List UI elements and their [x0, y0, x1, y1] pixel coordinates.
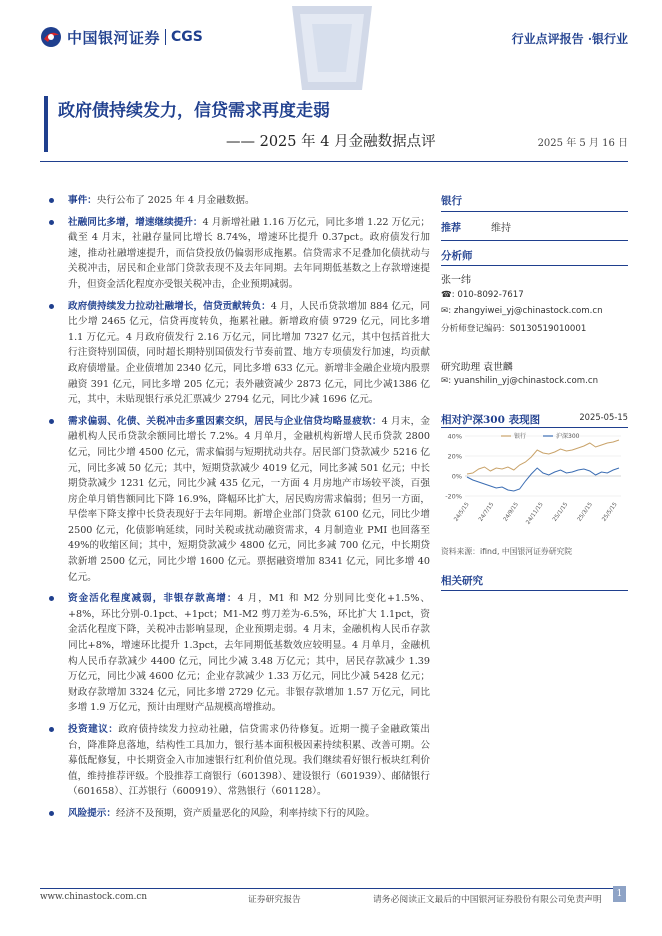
series-line-bank	[467, 440, 619, 474]
title-divider	[40, 161, 628, 162]
x-tick-label: 25/5/15	[601, 501, 619, 523]
chart-source: 资料来源：ifind, 中国银河证券研究院	[441, 547, 573, 556]
chart-title: 相对沪深300 表现图	[441, 414, 541, 426]
body-paragraph-deposits: 资金活化程度减弱，非银存款高增：4 月，M1 和 M2 分别同比变化+1.5%、+8%，环比分别-0.1pct、+1pct；M1-M2 剪刀差为-6.5%，环比扩大 1.1pct，资金活化程度下降，关税冲击影响显现，企业预期走弱。4 月末，金融机构人民币存款同比+8%，增速环比提升 1.3pct，去年同期低基数效应较明显。4 月单月，金融机构人民币存款减少 4400 亿元，同比少减 3.48 万亿元；其中，居民存款减少 1.39 万亿元，同比少减 4600 亿元；企业存款减少 1.33 万亿元，同比少减 5428 亿元；财政存款增加 3324 亿元，同比多增 2729 亿元。非银存款增加 1.57 万亿元，同比多增 1.9 万亿元，预计由理财产品规模高增推动。	[46, 591, 430, 716]
report-title: 政府债持续发力，信贷需求再度走弱	[58, 101, 330, 121]
logo-divider	[165, 29, 166, 45]
footer-website[interactable]: www.chinastock.com.cn	[40, 892, 148, 902]
report-body	[46, 193, 430, 828]
footer-disclaimer: 请务必阅读正文最后的中国银河证券股份有限公司免责声明	[373, 895, 602, 905]
y-tick-label: 0%	[451, 472, 462, 481]
logo-text-cn: 中国银河证券	[67, 28, 161, 47]
analyst-name: 张一纬	[441, 275, 471, 286]
body-paragraph-government-bonds: 政府债持续发力拉动社融增长，信贷贡献转负：4 月，人民币贷款增加 884 亿元，同比少增 2465 亿元，信贷再度转负，拖累社融。新增政府债 9729 亿元，同比多增 1.1 万亿元。4 月政府债发行 2.16 万亿元，同比增加 7327 亿元，其中包括首批大行注资特别国债，同时超长期特别国债发行节奏前置、地方专项债发行加速，均贡献政府债增量。企业债增加 2340 亿元，同比多增 633 亿元。新增非金融企业境内股票融资 391 亿元，同比多增 205 亿元；表外融资减少 2873 亿元，同比少减1386 亿元，其中，未贴现银行承兑汇票减少 2794 亿元，同比少减 1696 亿元。	[46, 299, 430, 408]
sidebar-industry: 银行	[441, 195, 462, 207]
sidebar-divider	[441, 590, 628, 591]
legend-label: 银行	[514, 433, 527, 440]
watermark-emblem-icon	[290, 2, 374, 92]
bullet-icon	[49, 727, 54, 732]
company-logo	[40, 24, 203, 50]
relative-performance-chart	[441, 430, 628, 540]
logo-emblem-icon	[40, 26, 62, 48]
sidebar-divider	[441, 265, 628, 266]
body-paragraph-social-financing: 社融同比多增，增速继续提升：4 月新增社融 1.16 万亿元，同比多增 1.22 万亿元；截至 4 月末，社融存量同比增长 8.74%，增速环比提升 0.37pct。政府债发行加速，推动社融增速提升，而信贷投放仍偏弱形成拖累。信贷需求不足叠加化债扰动与关税冲击，居民和企业部门贷款表现不及去年同期。去年同期低基数之上存款增速提升，但资金活化程度亦受银关税冲击，企业预期减弱。	[46, 215, 430, 293]
y-tick-label: 20%	[447, 452, 462, 461]
bullet-icon	[49, 419, 54, 424]
body-paragraph-credit-demand: 需求偏弱、化债、关税冲击多重因素交织，居民与企业信贷均略显疲软：4 月末，金融机构人民币贷款余额同比增长 7.2%。4 月单月，金融机构新增人民币贷款 2800 亿元，同比少增 4500 亿元，需求偏弱与短期扰动共存。居民部门贷款减少 5216 亿元，同比多减 50 亿元；其中，短期贷款减少 4019 亿元，同比多减 501 亿元；中长期贷款减少 1231 亿元，同比少减 435 亿元，一方面 4 月房地产市场较平淡，百强房企单月销售额同比下降 16.9%，降幅环比扩大，居民购房需求偏弱；但另一方面，早偿率下降支撑中长贷表现好于去年同期。新增企业部门贷款 6100 亿元，同比少增 2500 亿元，化债影响延续，同时关税或扰动融资需求，4 月制造业 PMI 也回落至 49%的收缩区间；其中，短期贷款减少 4800 亿元，同比多减 700 亿元，中长期贷款新增 2500 亿元，同比少增 1600 亿元。票据融资增加 8341 亿元，同比多增 40 亿元。	[46, 414, 430, 586]
chart-date: 2025-05-15	[579, 412, 628, 422]
bullet-icon	[49, 596, 54, 601]
x-tick-label: 24/7/15	[478, 501, 496, 523]
rating-label: 推荐	[441, 223, 461, 234]
bullet-icon	[49, 220, 54, 225]
rating-value: 维持	[491, 223, 511, 234]
sidebar-divider	[441, 240, 628, 241]
sidebar-divider	[441, 211, 628, 212]
footer-center: 证券研究报告	[248, 895, 301, 905]
analyst-phone: ☎: 010-8092-7617	[441, 290, 524, 300]
bullet-icon	[49, 198, 54, 203]
x-tick-label: 25/1/15	[552, 501, 570, 523]
logo-text-en: CGS	[171, 29, 203, 45]
series-line-csi300	[467, 468, 619, 491]
y-tick-label: 40%	[447, 432, 462, 441]
sidebar-analyst-heading: 分析师	[441, 250, 473, 262]
analyst-registration: 分析师登记编码：S0130519010001	[441, 324, 587, 334]
mail-icon: ✉	[441, 376, 449, 386]
title-accent-bar	[44, 96, 48, 152]
x-tick-label: 25/3/15	[576, 501, 594, 523]
chart-header	[441, 412, 628, 427]
x-tick-label: 24/5/15	[453, 501, 471, 523]
y-tick-label: -20%	[445, 492, 462, 501]
page-number: 1	[613, 886, 626, 902]
analyst-email: ✉: zhangyiwei_yj@chinastock.com.cn	[441, 306, 603, 316]
report-type-tag: 行业点评报告 ·银行业	[511, 32, 628, 46]
footer-divider	[40, 888, 624, 889]
sidebar-divider	[441, 427, 628, 428]
body-paragraph-event: 事件：央行公布了 2025 年 4 月金融数据。	[46, 193, 430, 209]
sidebar-rating	[441, 219, 628, 234]
x-tick-label: 24/11/15	[525, 501, 545, 526]
bullet-icon	[49, 811, 54, 816]
phone-icon: ☎	[441, 290, 452, 300]
body-paragraph-investment-advice: 投资建议：政府债持续发力拉动社融，信贷需求仍待修复。近期一揽子金融政策出台，降准降息落地，结构性工具加力，银行基本面积极因素持续积累、改善可期。公募低配修复，中长期资金入市加速银行红利价值兑现。我们继续看好银行板块红利价值，维持推荐评级。个股推荐工商银行（601398）、建设银行（601939）、邮储银行（601658）、江苏银行（600919）、常熟银行（601128）。	[46, 722, 430, 800]
legend-label: 沪深300	[556, 433, 580, 440]
related-research-heading: 相关研究	[441, 575, 483, 587]
report-subtitle: —— 2025 年 4 月金融数据点评	[226, 134, 436, 150]
body-paragraph-risk: 风险提示：经济不及预期，资产质量恶化的风险，利率持续下行的风险。	[46, 806, 430, 822]
assistant-email: ✉: yuanshilin_yj@chinastock.com.cn	[441, 376, 599, 386]
mail-icon: ✉	[441, 306, 449, 316]
x-tick-label: 24/9/15	[502, 501, 520, 523]
research-assistant: 研究助理 袁世麟	[441, 362, 513, 373]
report-date: 2025 年 5 月 16 日	[537, 138, 628, 149]
bullet-icon	[49, 304, 54, 309]
